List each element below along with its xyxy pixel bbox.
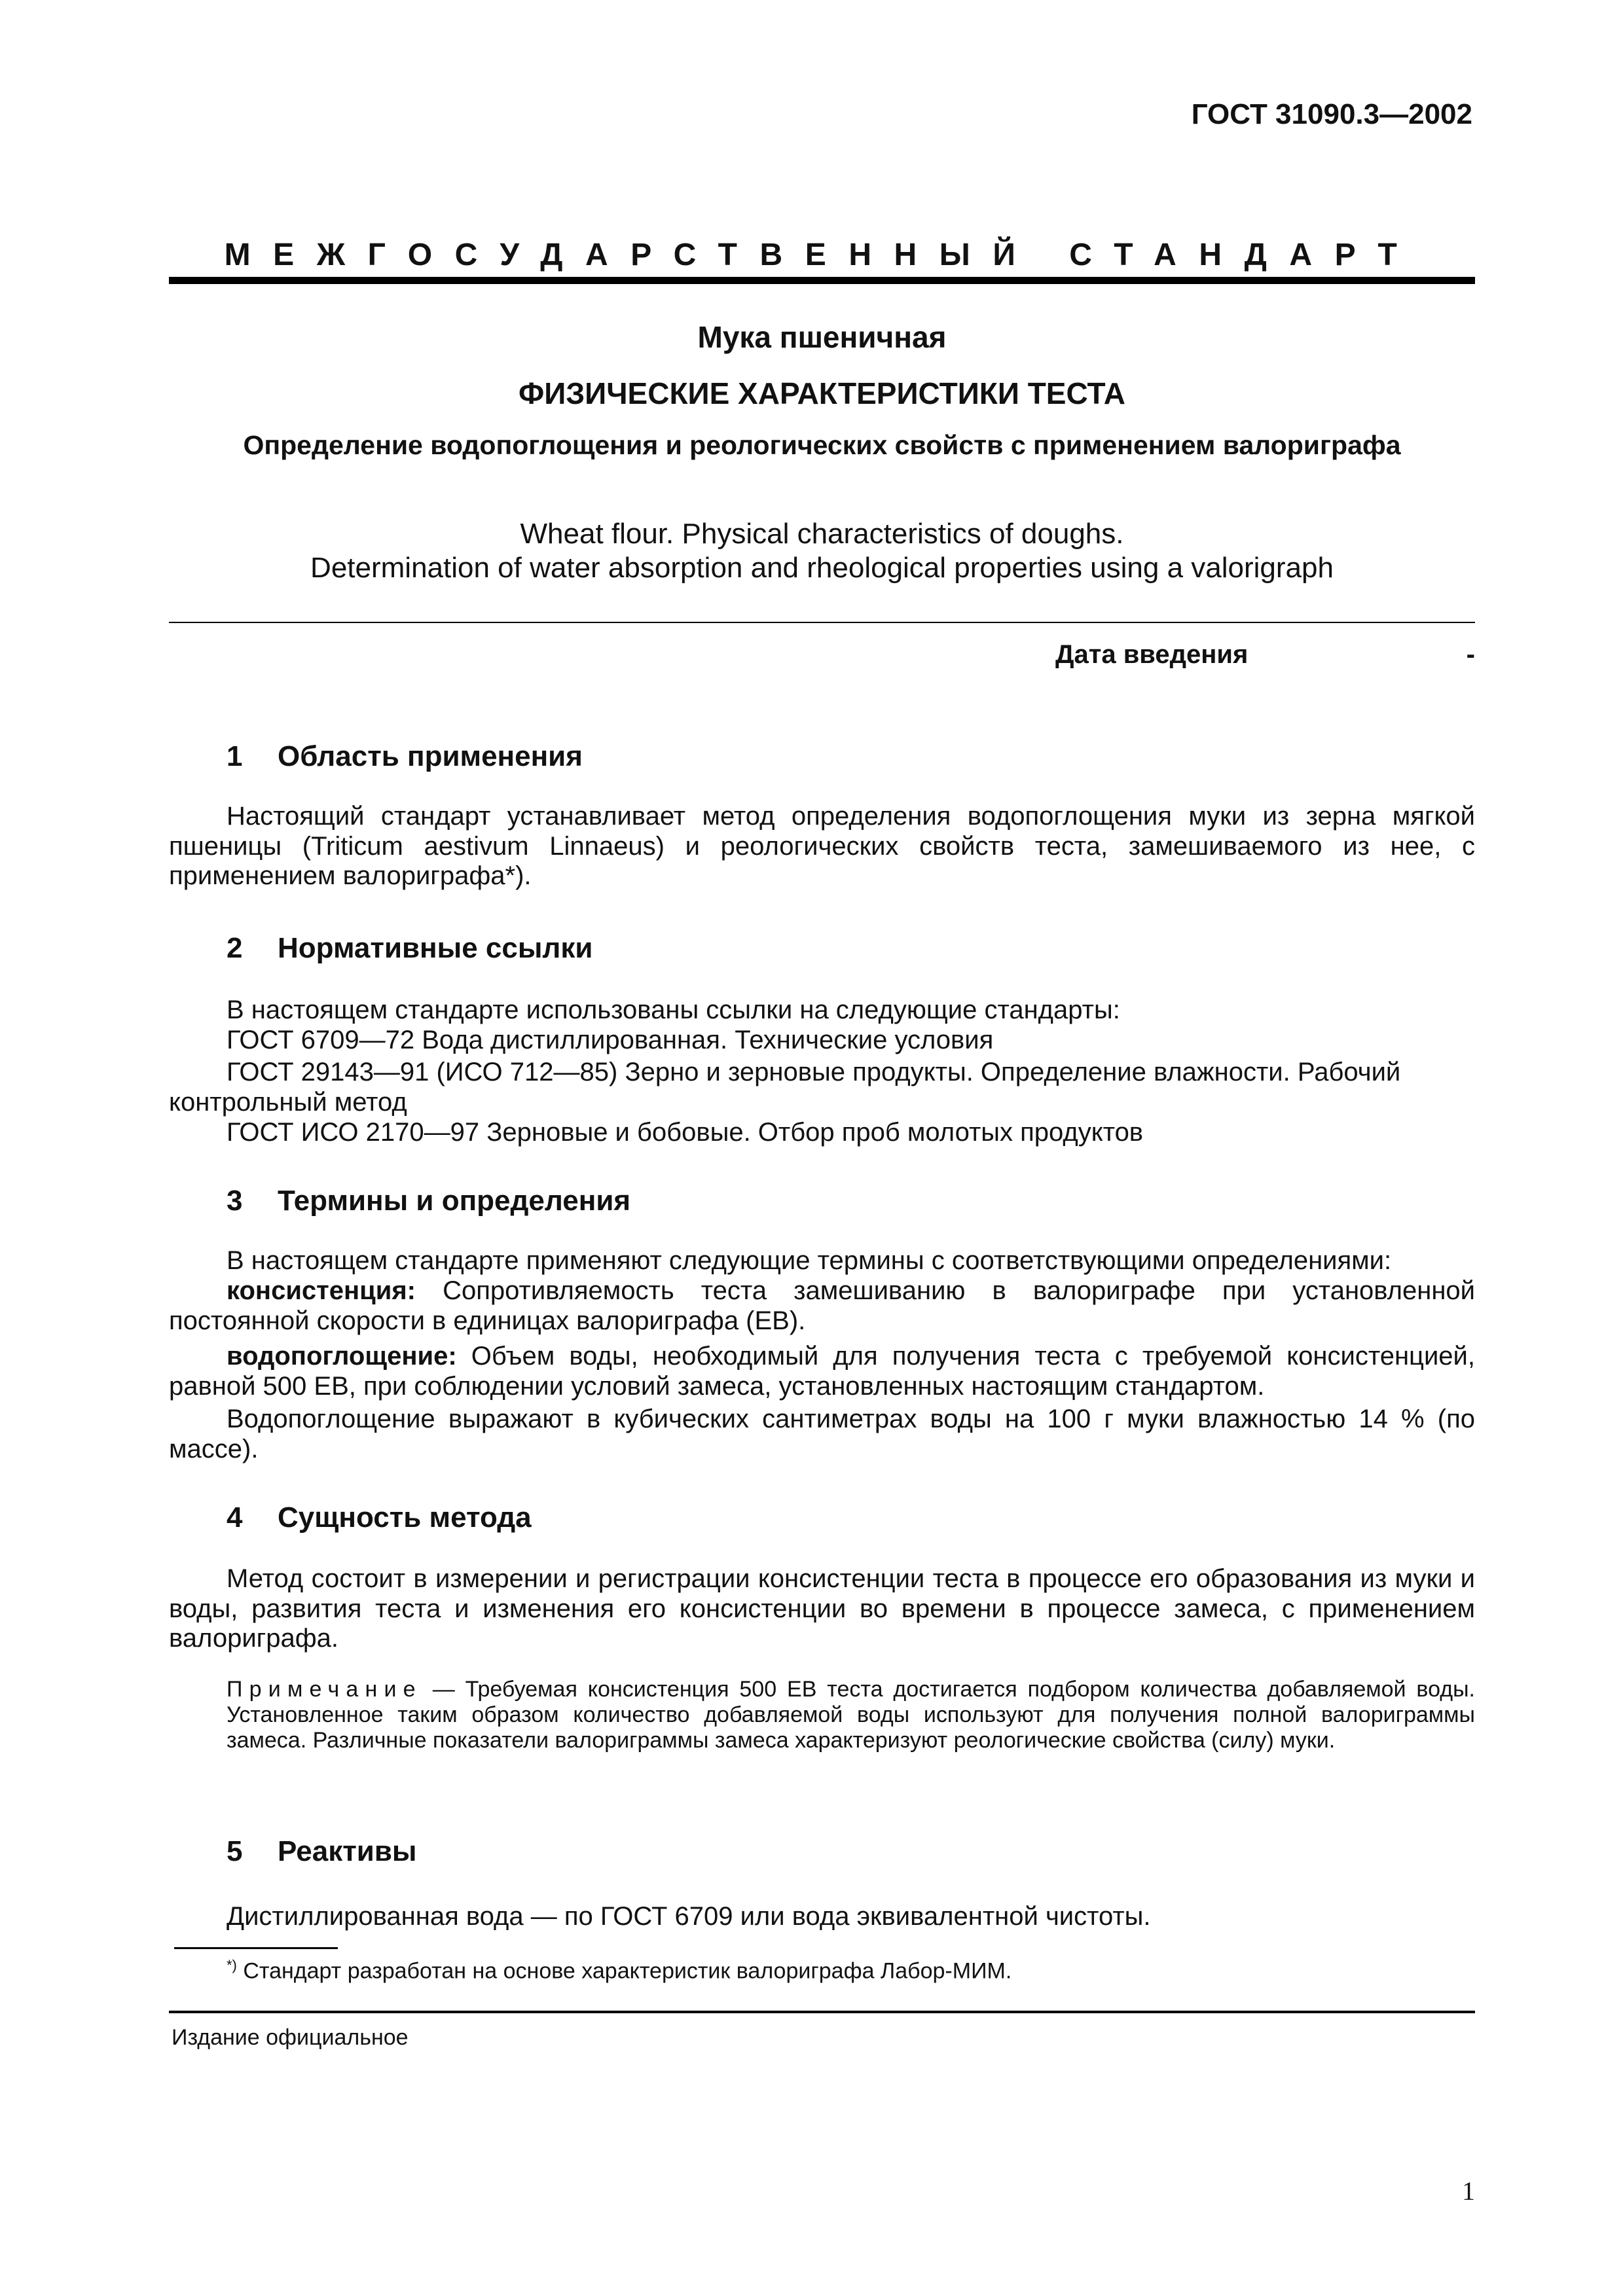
title-english-line2: Determination of water absorption and rheological properties using a valorigraph [310,552,1334,584]
footnote-text: Стандарт разработан на основе характеристик валориграфа Лабор-МИМ. [236,1958,1012,1984]
reference-gost-6709: ГОСТ 6709—72 Вода дистиллированная. Технические условия [227,1026,994,1054]
term-water-absorption: водопоглощение: [227,1342,457,1371]
title-subtitle: Определение водопоглощения и реологических свойств с применением валориграфа [243,430,1401,460]
section-4-title: Сущность метода [278,1501,532,1534]
section-3-number: 3 [227,1185,243,1217]
section-3-title: Термины и определения [278,1185,631,1217]
section-4-note [227,1677,1475,1753]
definition-water-absorption-text: Объем воды, необходимый для получения теста с требуемой консистенцией, равной 500 ЕВ, при соблюдении условий замеса, установленных настоящим стандартом. [169,1342,1475,1401]
title-english-line1: Wheat flour. Physical characteristics of doughs. [520,518,1124,550]
note-label: Примечание [227,1677,422,1702]
section-3-intro: В настоящем стандарте применяют следующие термины с соответствующими определениями: [227,1246,1392,1275]
section-2-number: 2 [227,932,243,964]
header-divider [169,277,1475,284]
reference-gost-29143: ГОСТ 29143—91 (ИСО 712—85) Зерно и зерновые продукты. Определение влажности. Рабочий [227,1058,1401,1086]
section-1-title: Область применения [278,740,583,772]
standard-banner: МЕЖГОСУДАРСТВЕННЫЙ СТАНДАРТ [224,238,1420,272]
note-text: — Требуемая консистенция 500 ЕВ теста достигается подбором количества добавляемой воды. Установленное таким образом количество добавляемой воды используют для получения полной валориграммы замеса. Различные показатели валориграммы замеса характеризуют реологические свойства (силу) муки. [227,1677,1475,1753]
term-consistency: консистенция: [227,1276,416,1305]
section-4-text: Метод состоит в измерении и регистрации консистенции теста в процессе его образования из муки и воды, развития теста и изменения его консистенции во времени в процессе замеса, с применением валориграфа. [169,1564,1475,1653]
section-5-title: Реактивы [278,1835,417,1867]
title-divider [169,622,1475,623]
section-1-text: Настоящий стандарт устанавливает метод определения водопоглощения муки из зерна мягкой пшеницы (Triticum aestivum Linnaeus) и реологических свойств теста, замешиваемого из нее, с применением валориграфа*). [169,802,1475,890]
footnote [227,1957,1012,1984]
page-number: 1 [1462,2176,1475,2206]
reference-gost-iso-2170: ГОСТ ИСО 2170—97 Зерновые и бобовые. Отбор проб молотых продуктов [227,1118,1144,1147]
definition-consistency-text: Сопротивляемость теста замешиванию в валориграфе при установленной постоянной скорости в единицах валориграфа (ЕВ). [169,1276,1475,1335]
intro-date-value: - [1466,640,1475,669]
title-main: ФИЗИЧЕСКИЕ ХАРАКТЕРИСТИКИ ТЕСТА [519,376,1125,410]
document-number: ГОСТ 31090.3—2002 [1191,98,1472,130]
footnote-divider [174,1947,338,1949]
section-2-title: Нормативные ссылки [278,932,593,964]
footnote-mark: *) [227,1957,237,1973]
section-3-extra: Водопоглощение выражают в кубических сантиметрах воды на 100 г муки влажностью 14 % (по массе). [169,1405,1475,1463]
section-1-number: 1 [227,740,243,772]
edition-label: Издание официальное [172,2025,409,2050]
section-5-text: Дистиллированная вода — по ГОСТ 6709 или вода эквивалентной чистоты. [227,1902,1151,1931]
definition-water-absorption [169,1342,1475,1401]
section-4-number: 4 [227,1501,243,1534]
title-product: Мука пшеничная [697,320,947,354]
intro-date-label: Дата введения [1055,640,1249,669]
definition-consistency [169,1276,1475,1336]
section-5-number: 5 [227,1835,243,1867]
reference-gost-29143-cont: контрольный метод [169,1088,407,1117]
footer-divider [169,2011,1475,2013]
section-2-intro: В настоящем стандарте использованы ссылки на следующие стандарты: [227,996,1120,1024]
